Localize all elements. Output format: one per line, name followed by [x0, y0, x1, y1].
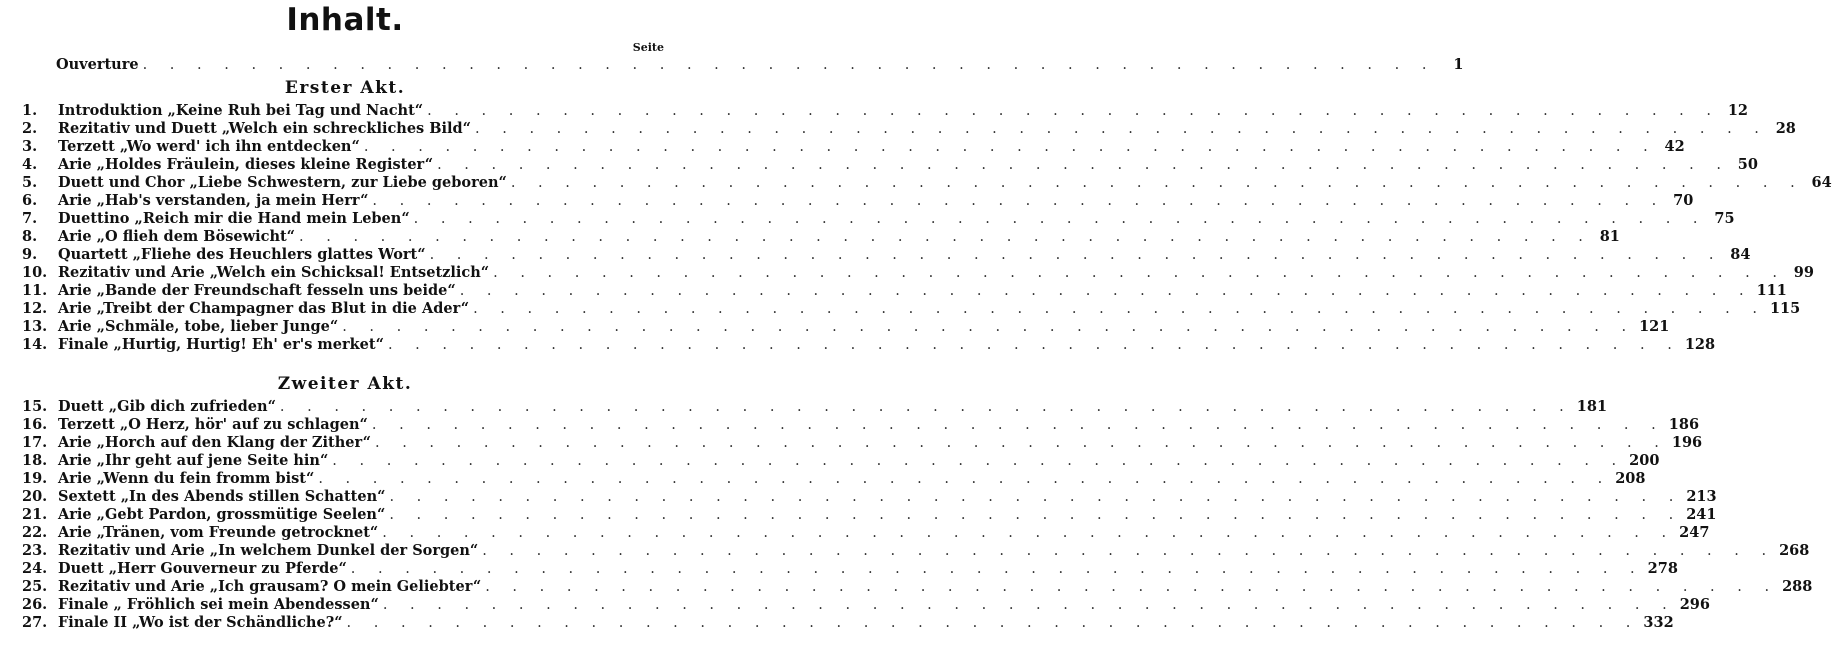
dot-leader	[511, 175, 1804, 191]
page-number: 70	[1673, 192, 1694, 209]
toc-row	[22, 120, 1796, 138]
entry-title: Rezitativ und Arie „In welchem Dunkel der Sorgen“	[58, 542, 479, 559]
page-number: 196	[1671, 434, 1703, 451]
toc-row	[22, 434, 1703, 452]
toc-row	[22, 416, 1700, 434]
entry-title: Arie „Schmäle, tobe, lieber Junge“	[58, 318, 339, 335]
dot-leader	[347, 615, 1640, 631]
dot-leader	[280, 399, 1573, 415]
page-number: 332	[1643, 614, 1674, 631]
toc-row	[22, 524, 1710, 542]
dot-leader	[473, 301, 1766, 317]
page-number: 28	[1775, 120, 1796, 137]
entry-title: Ouverture	[56, 56, 139, 73]
entry-title: Arie „Holdes Fräulein, dieses kleine Register“	[58, 156, 434, 173]
entry-number: 7.	[22, 210, 38, 227]
entry-number: 11.	[22, 282, 48, 299]
dot-leader	[389, 489, 1682, 505]
entry-title: Arie „Horch auf den Klang der Zither“	[58, 434, 371, 451]
page-number: 50	[1737, 156, 1758, 173]
toc-row	[22, 192, 1694, 210]
page-number: 84	[1730, 246, 1751, 263]
page-number: 247	[1679, 524, 1710, 541]
entry-title: Quartett „Fliehe des Heuchlers glattes Wort“	[58, 246, 426, 263]
entry-title: Terzett „O Herz, hör' auf zu schlagen“	[58, 416, 368, 433]
entry-number: 14.	[22, 336, 48, 353]
entry-number: 17.	[22, 434, 48, 451]
entry-number: 20.	[22, 488, 48, 505]
entry-number: 9.	[22, 246, 38, 263]
entry-number: 26.	[22, 596, 48, 613]
page-number: 12	[1727, 102, 1748, 119]
page-number: 278	[1647, 560, 1678, 577]
entry-title: Sextett „In des Abends stillen Schatten“	[58, 488, 386, 505]
page-number: 42	[1664, 138, 1685, 155]
dot-leader	[372, 193, 1665, 209]
entry-number: 24.	[22, 560, 48, 577]
entry-title: Introduktion „Keine Ruh bei Tag und Nacht“	[58, 102, 424, 119]
toc-row	[22, 398, 1608, 416]
page-number: 200	[1629, 452, 1660, 469]
toc-row	[22, 596, 1710, 614]
toc-row	[22, 102, 1748, 120]
page-number: 288	[1782, 578, 1813, 595]
entry-number: 22.	[22, 524, 48, 541]
toc-row	[22, 156, 1758, 174]
seite-column-label: Seite	[632, 41, 664, 54]
page-number: 208	[1615, 470, 1646, 487]
dot-leader	[460, 283, 1753, 299]
toc-row	[22, 452, 1660, 470]
page-number: 241	[1686, 506, 1717, 523]
dot-leader	[485, 579, 1778, 595]
page-number: 115	[1769, 300, 1801, 317]
toc-row-ouverture	[56, 56, 1464, 74]
page-number: 268	[1779, 542, 1810, 559]
dot-leader	[364, 139, 1657, 155]
toc-row	[22, 470, 1646, 488]
toc-row	[22, 228, 1620, 246]
dot-leader	[388, 337, 1681, 353]
toc-row	[22, 614, 1674, 632]
entry-number: 2.	[22, 120, 38, 137]
entry-number: 25.	[22, 578, 48, 595]
entry-title: Duettino „Reich mir die Hand mein Leben“	[58, 210, 410, 227]
entry-number: 21.	[22, 506, 48, 523]
page-number: 111	[1756, 282, 1787, 299]
entry-number: 8.	[22, 228, 38, 245]
entry-number: 18.	[22, 452, 48, 469]
toc-row	[22, 560, 1678, 578]
toc-row	[22, 578, 1813, 596]
page-number: 99	[1793, 264, 1814, 281]
toc-row	[22, 282, 1787, 300]
entry-title: Rezitativ und Duett „Welch ein schreckliches Bild“	[58, 120, 472, 137]
entry-number: 5.	[22, 174, 38, 191]
dot-leader	[430, 247, 1723, 263]
entry-title: Duett „Gib dich zufrieden“	[58, 398, 276, 415]
entry-title: Arie „O flieh dem Bösewicht“	[58, 228, 296, 245]
entry-title: Terzett „Wo werd' ich ihn entdecken“	[58, 138, 360, 155]
dot-leader	[318, 471, 1611, 487]
toc-row	[22, 264, 1814, 282]
entry-title: Finale II „Wo ist der Schändliche?“	[58, 614, 343, 631]
entry-number: 1.	[22, 102, 38, 119]
act-heading-1: Erster Akt.	[284, 78, 406, 98]
entry-title: Arie „Tränen, vom Freunde getrocknet“	[58, 524, 379, 541]
dot-leader	[482, 543, 1775, 559]
entry-title: Arie „Wenn du fein fromm bist“	[58, 470, 315, 487]
toc-row	[22, 336, 1716, 354]
page-number: 181	[1576, 398, 1608, 415]
toc-row	[22, 210, 1735, 228]
dot-leader	[332, 453, 1625, 469]
entry-title: Rezitativ und Arie „Welch ein Schicksal! Entsetzlich“	[58, 264, 490, 281]
page-title: Inhalt.	[286, 2, 404, 38]
toc-row	[22, 488, 1717, 506]
dot-leader	[299, 229, 1592, 245]
entry-number: 23.	[22, 542, 48, 559]
toc-row	[22, 542, 1810, 560]
dot-leader	[414, 211, 1707, 227]
dot-leader	[143, 57, 1436, 73]
page-number: 81	[1599, 228, 1620, 245]
page-number: 128	[1684, 336, 1716, 353]
page-number: 296	[1679, 596, 1710, 613]
entry-title: Rezitativ und Arie „Ich grausam? O mein Geliebter“	[58, 578, 482, 595]
dot-leader	[437, 157, 1730, 173]
page-number: 1	[1453, 56, 1464, 73]
page-number: 213	[1686, 488, 1717, 505]
entry-title: Arie „Gebt Pardon, grossmütige Seelen“	[58, 506, 386, 523]
entry-title: Finale „Hurtig, Hurtig! Eh' er's merket“	[58, 336, 384, 353]
page-number: 75	[1714, 210, 1735, 227]
entry-number: 3.	[22, 138, 38, 155]
toc-row	[22, 318, 1670, 336]
entry-title: Finale „ Fröhlich sei mein Abendessen“	[58, 596, 379, 613]
entry-title: Arie „Treibt der Champagner das Blut in die Ader“	[58, 300, 470, 317]
entry-title: Duett „Herr Gouverneur zu Pferde“	[58, 560, 347, 577]
entry-number: 15.	[22, 398, 48, 415]
entry-number: 19.	[22, 470, 48, 487]
dot-leader	[493, 265, 1786, 281]
toc-row	[22, 174, 1832, 192]
entry-number: 13.	[22, 318, 48, 335]
entry-number: 4.	[22, 156, 38, 173]
dot-leader	[372, 417, 1665, 433]
entry-number: 10.	[22, 264, 48, 281]
dot-leader	[342, 319, 1635, 335]
toc-row	[22, 300, 1801, 318]
page-number: 64	[1811, 174, 1832, 191]
dot-leader	[351, 561, 1644, 577]
dot-leader	[427, 103, 1720, 119]
entry-title: Arie „Hab's verstanden, ja mein Herr“	[58, 192, 369, 209]
page-number: 186	[1668, 416, 1700, 433]
dot-leader	[375, 435, 1668, 451]
entry-title: Arie „Ihr geht auf jene Seite hin“	[58, 452, 329, 469]
dot-leader	[475, 121, 1768, 137]
entry-title: Arie „Bande der Freundschaft fesseln uns beide“	[58, 282, 456, 299]
entry-title: Duett und Chor „Liebe Schwestern, zur Liebe geboren“	[58, 174, 507, 191]
entry-number: 27.	[22, 614, 48, 631]
entry-number: 6.	[22, 192, 38, 209]
page-number: 121	[1639, 318, 1670, 335]
act-heading-2: Zweiter Akt.	[277, 374, 413, 394]
toc-row	[22, 246, 1751, 264]
entry-number: 12.	[22, 300, 48, 317]
dot-leader	[383, 597, 1676, 613]
dot-leader	[389, 507, 1682, 523]
dot-leader	[382, 525, 1675, 541]
toc-row	[22, 506, 1717, 524]
toc-row	[22, 138, 1685, 156]
entry-number: 16.	[22, 416, 48, 433]
